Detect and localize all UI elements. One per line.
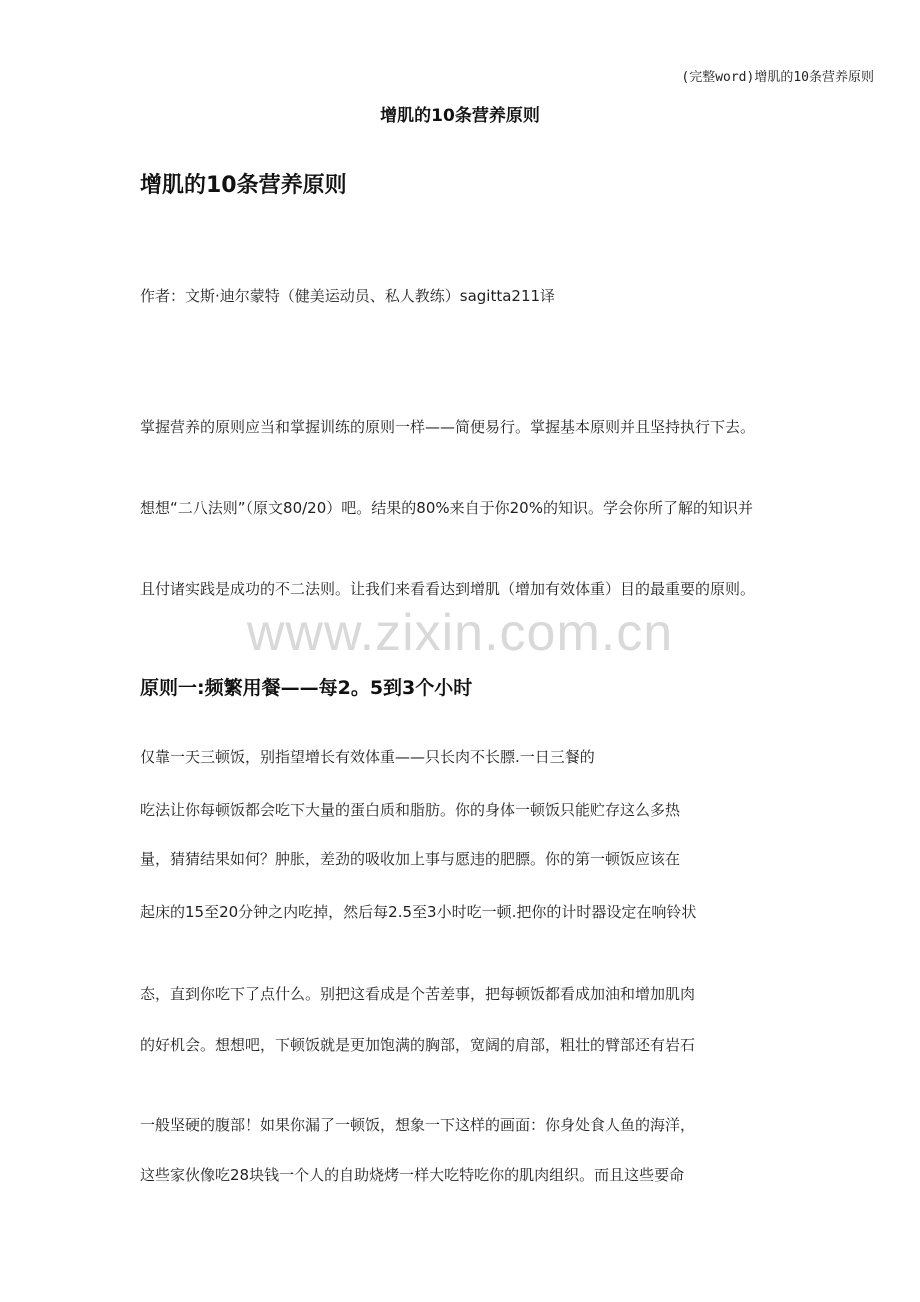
rule1-paragraph-8: 这些家伙像吃28块钱一个人的自助烧烤一样大吃特吃你的肌肉组织。而且这些要命 [140,1166,685,1184]
main-heading: 增肌的10条营养原则 [140,173,347,198]
intro-paragraph-3: 且付诸实践是成功的不二法则。让我们来看看达到增肌（增加有效体重）目的最重要的原则。 [140,580,756,598]
author-line: 作者：文斯·迪尔蒙特（健美运动员、私人教练）sagitta211译 [140,287,556,305]
intro-paragraph-1: 掌握营养的原则应当和掌握训练的原则一样——简便易行。掌握基本原则并且坚持执行下去。 [140,418,756,436]
rule1-paragraph-3: 量，猜猜结果如何？肿胀，差劲的吸收加上事与愿违的肥膘。你的第一顿饭应该在 [140,850,681,868]
document-title: 增肌的10条营养原则 [380,106,540,126]
rule1-paragraph-4: 起床的15至20分钟之内吃掉，然后每2.5至3小时吃一顿.把你的计时器设定在响铃状 [140,903,697,921]
rule1-paragraph-1: 仅靠一天三顿饭，别指望增长有效体重——只长肉不长膘.一日三餐的 [140,748,595,766]
rule1-heading: 原则一:频繁用餐——每2。5到3个小时 [140,677,473,699]
rule1-paragraph-7: 一般坚硬的腹部！如果你漏了一顿饭，想象一下这样的画面：你身处食人鱼的海洋， [140,1116,696,1134]
rule1-paragraph-2: 吃法让你每顿饭都会吃下大量的蛋白质和脂肪。你的身体一顿饭只能贮存这么多热 [140,801,681,819]
watermark: www.zixin.com.cn [246,604,674,662]
intro-paragraph-2: 想想“二八法则”（原文80/20）吧。结果的80%来自于你20%的知识。学会你所了解的知识并 [140,499,753,517]
rule1-paragraph-5: 态，直到你吃下了点什么。别把这看成是个苦差事，把每顿饭都看成加油和增加肌肉 [140,985,696,1003]
page-header-note: (完整word)增肌的10条营养原则 [681,70,874,85]
rule1-paragraph-6: 的好机会。想想吧，下顿饭就是更加饱满的胸部，宽阔的肩部，粗壮的臂部还有岩石 [140,1036,696,1054]
